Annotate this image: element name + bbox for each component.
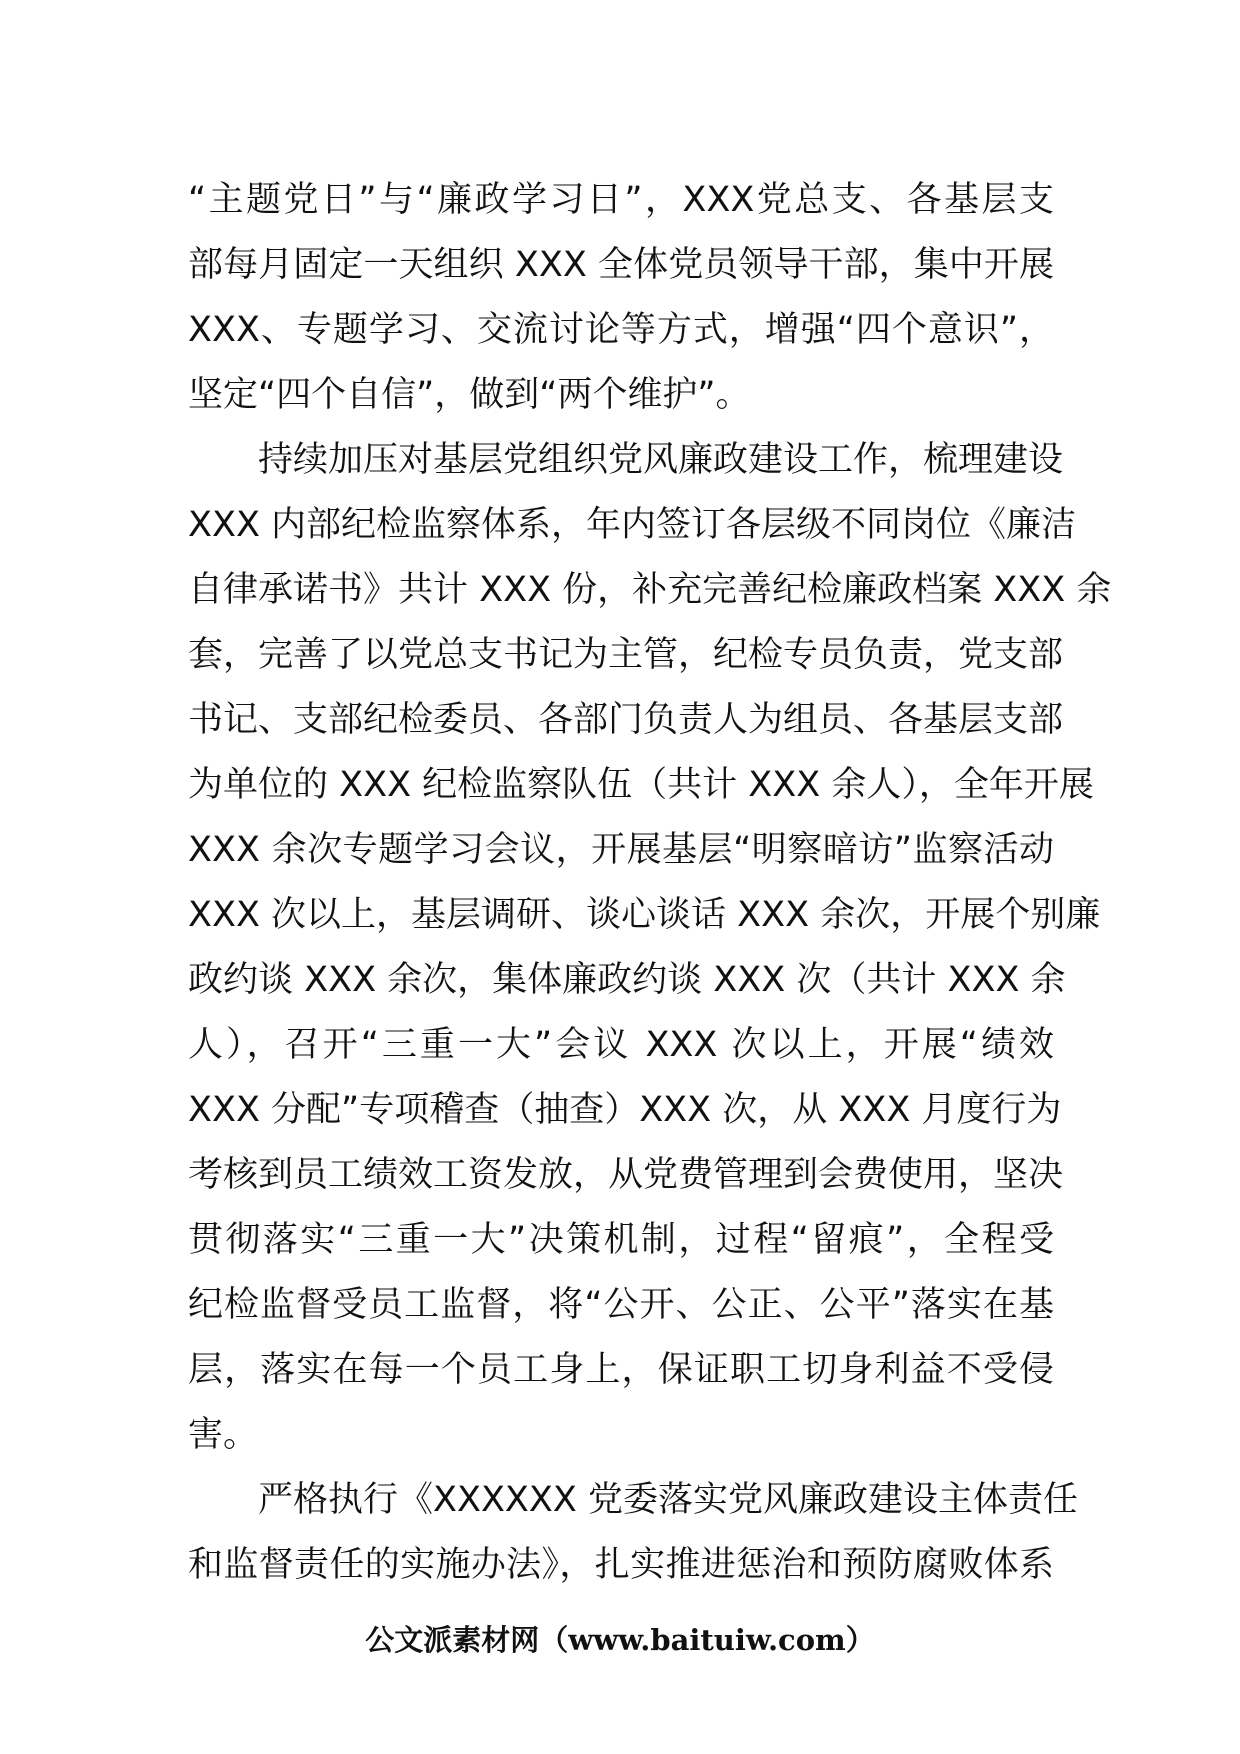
text-line: XXX 次以上，基层调研、谈心谈话 XXX 余次，开展个别廉 — [188, 895, 1101, 935]
text-line: 为单位的 XXX 纪检监察队伍（共计 XXX 余人），全年开展 — [188, 765, 1094, 805]
paragraph-3 — [188, 1468, 1078, 1598]
paragraph-2 — [188, 428, 1112, 1468]
footer-watermark: 公文派素材网（www.baituiw.com） — [365, 1623, 875, 1657]
text-line: XXX、专题学习、交流讨论等方式，增强“四个意识”， — [188, 310, 1054, 350]
text-line: XXX 余次专题学习会议，开展基层“明察暗访”监察活动 — [188, 830, 1054, 870]
text-line: 考核到员工绩效工资发放，从党费管理到会费使用，坚决 — [188, 1155, 1064, 1195]
text-line: “主题党日”与“廉政学习日”，XXX党总支、各基层支 — [188, 180, 1054, 220]
text-line: 层，落实在每一个员工身上，保证职工切身利益不受侵 — [188, 1350, 1054, 1390]
text-line: XXX 分配”专项稽查（抽查）XXX 次，从 XXX 月度行为 — [188, 1090, 1062, 1130]
text-line: XXX 内部纪检监察体系，年内签订各层级不同岗位《廉洁 — [188, 505, 1077, 545]
text-line: 部每月固定一天组织 XXX 全体党员领导干部，集中开展 — [188, 245, 1054, 285]
paragraph-1 — [188, 168, 1054, 428]
text-line: 套，完善了以党总支书记为主管，纪检专员负责，党支部 — [188, 635, 1064, 675]
text-line: 人），召开“三重一大”会议 XXX 次以上，开展“绩效 — [188, 1025, 1054, 1065]
text-line: 和监督责任的实施办法》，扎实推进惩治和预防腐败体系 — [188, 1545, 1054, 1585]
text-line: 严格执行《XXXXXX 党委落实党风廉政建设主体责任 — [258, 1480, 1078, 1520]
text-line: 政约谈 XXX 余次，集体廉政约谈 XXX 次（共计 XXX 余 — [188, 960, 1066, 1000]
text-line: 纪检监督受员工监督，将“公开、公正、公平”落实在基 — [188, 1285, 1054, 1325]
text-line: 害。 — [188, 1415, 259, 1455]
document-body — [188, 168, 1112, 1598]
text-line: 自律承诺书》共计 XXX 份，补充完善纪检廉政档案 XXX 余 — [188, 570, 1112, 610]
text-line: 书记、支部纪检委员、各部门负责人为组员、各基层支部 — [188, 700, 1064, 740]
text-line: 持续加压对基层党组织党风廉政建设工作，梳理建设 — [258, 440, 1064, 480]
text-line: 贯彻落实“三重一大”决策机制，过程“留痕”，全程受 — [188, 1220, 1054, 1260]
text-line: 坚定“四个自信”，做到“两个维护”。 — [188, 375, 751, 415]
